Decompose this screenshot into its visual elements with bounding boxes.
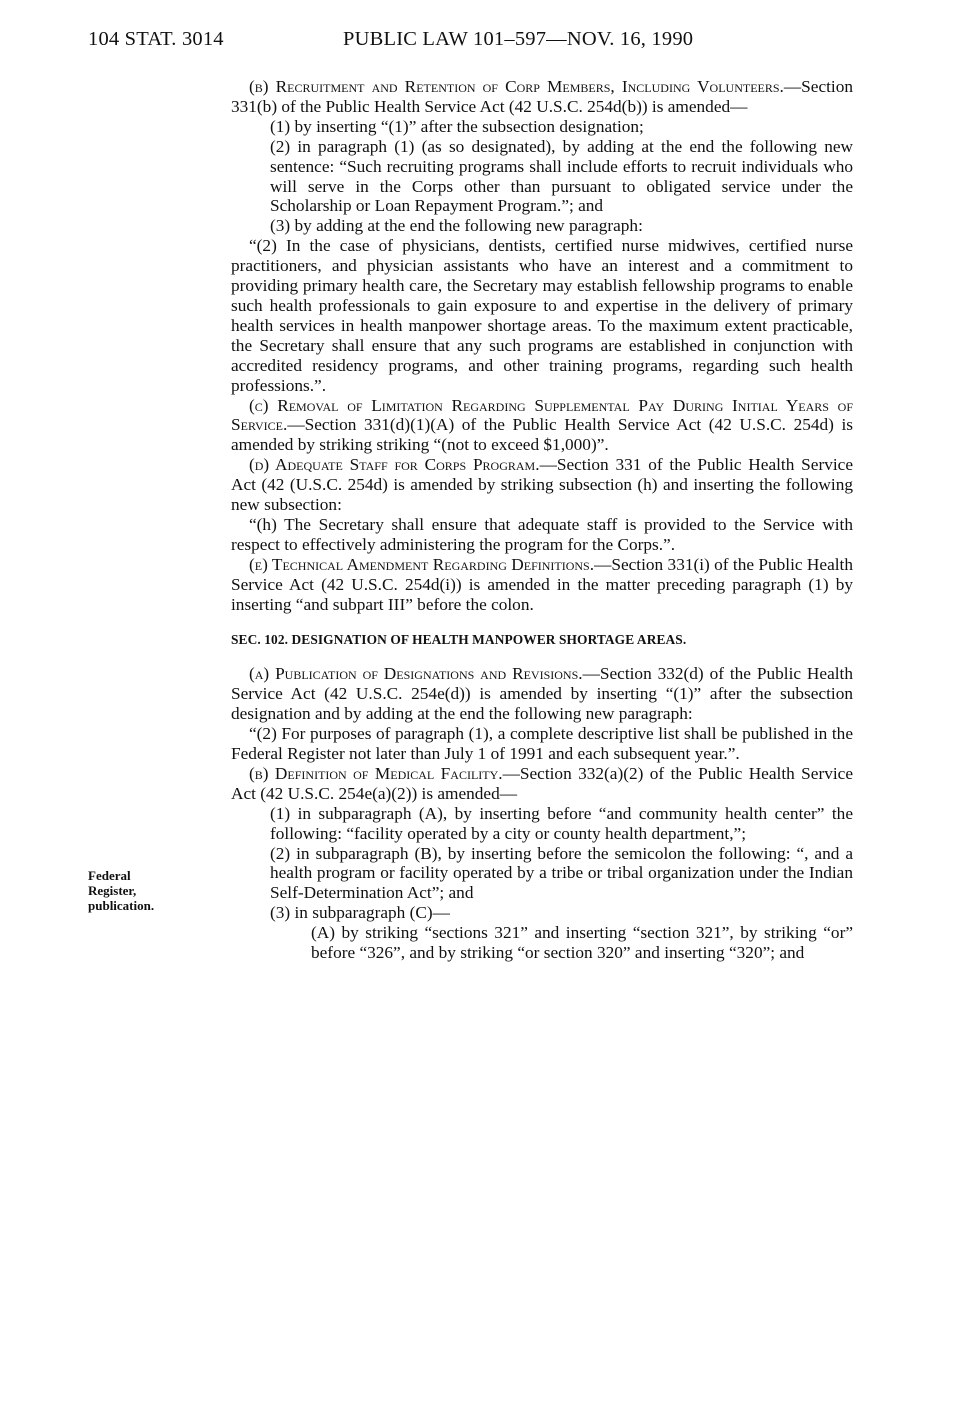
paragraph-heading: (c) Removal of Limitation Regarding Supplemental Pay During Initial Years of Service.: [231, 395, 853, 435]
paragraph-text: —Section 331 of the Public Health Service Act (42 (U.S.C. 254d) is amended by striking subsection (h) and inserting the following new subsection:: [231, 455, 854, 515]
paragraph-c: [231, 396, 853, 456]
paragraph-d: [231, 455, 853, 515]
paragraph-heading: (b) Definition of Medical Facility.: [249, 763, 503, 783]
margin-note-line: publication.: [88, 898, 155, 913]
sub-list-item: (A) by striking “sections 321” and inserting “section 321”, by striking “or” before “326”, and by striking “or section 320” and inserting “320”; and: [311, 923, 853, 963]
section-heading: SEC. 102. DESIGNATION OF HEALTH MANPOWER SHORTAGE AREAS.: [231, 632, 687, 648]
list-item: (1) by inserting “(1)” after the subsection designation;: [270, 116, 644, 136]
public-law-title: PUBLIC LAW 101–597—NOV. 16, 1990: [343, 28, 694, 50]
quoted-paragraph: “(2) In the case of physicians, dentists, certified nurse midwives, certified nurse practitioners, and physician assistants who have an interest and a commitment to providing primary health care, the Secretary may establish fellowship programs to enable such health professionals to gain exposure to and expertise in the delivery of primary health services in health manpower shortage areas. To the maximum extent practicable, the Secretary shall ensure that any such programs are established in conjunction with accredited residency programs, and other training programs, regarding such health professions.”.: [231, 236, 853, 395]
paragraph-e: [231, 555, 853, 615]
list-item: (1) in subparagraph (A), by inserting before “and community health center” the following: “facility operated by a city or county health department,”;: [270, 803, 853, 843]
quoted-paragraph: “(2) For purposes of paragraph (1), a complete descriptive list shall be published in the Federal Register not later than July 1 of 1991 and each subsequent year.”.: [231, 724, 853, 763]
paragraph-text: —Section 331(i) of the Public Health Service Act (42 U.S.C. 254d(i)) is amended in the matter preceding paragraph (1) by inserting “and subpart III” before the colon.: [231, 554, 853, 614]
list-item: (3) in subparagraph (C)—: [270, 903, 450, 923]
paragraph-text: —Section 331(d)(1)(A) of the Public Health Service Act (42 U.S.C. 254d) is amended by striking striking “(not to exceed $1,000)”.: [231, 415, 853, 455]
paragraph-heading: (d) Adequate Staff for Corps Program.: [249, 455, 540, 475]
paragraph-text: —Section 332(a)(2) of the Public Health Service Act (42 U.S.C. 254e(a)(2)) is amended—: [231, 763, 853, 803]
paragraph-heading: (e) Technical Amendment Regarding Definitions.: [249, 554, 595, 574]
margin-note-line: Register,: [88, 883, 137, 898]
paragraph-b: [231, 77, 853, 117]
margin-note: [88, 868, 188, 913]
paragraph-102a: [231, 664, 853, 724]
margin-note-line: Federal: [88, 868, 131, 883]
paragraph-102b: [231, 764, 853, 804]
quoted-paragraph: “(h) The Secretary shall ensure that adequate staff is provided to the Service with respect to effectively administering the program for the Corps.”.: [231, 514, 853, 554]
document-body: [231, 77, 853, 963]
statute-page-reference: 104 STAT. 3014: [88, 28, 224, 50]
list-item: (3) by adding at the end the following new paragraph:: [270, 216, 643, 236]
list-item: (2) in paragraph (1) (as so designated), by adding at the end the following new sentence: “Such recruiting programs shall include efforts to recruit individuals who will serve in the Corps other than pursuant to obligated service under the Scholarship or Loan Repayment Program.”; and: [270, 136, 853, 216]
paragraph-heading: (b) Recruitment and Retention of Corp Members, Including Volunteers.: [249, 77, 784, 96]
page-header: [88, 28, 858, 58]
list-item: (2) in subparagraph (B), by inserting before the semicolon the following: “, and a health program or facility operated by a tribe or tribal organization under the Indian Self-Determination Act”; and: [270, 843, 853, 903]
paragraph-heading: (a) Publication of Designations and Revisions.: [249, 664, 583, 684]
paragraph-text: —Section 331(b) of the Public Health Service Act (42 U.S.C. 254d(b)) is amended—: [231, 77, 853, 116]
paragraph-text: —Section 332(d) of the Public Health Service Act (42 U.S.C. 254e(d)) is amended by inserting “(1)” after the subsection designation and by adding at the end the following new paragraph:: [231, 664, 853, 724]
